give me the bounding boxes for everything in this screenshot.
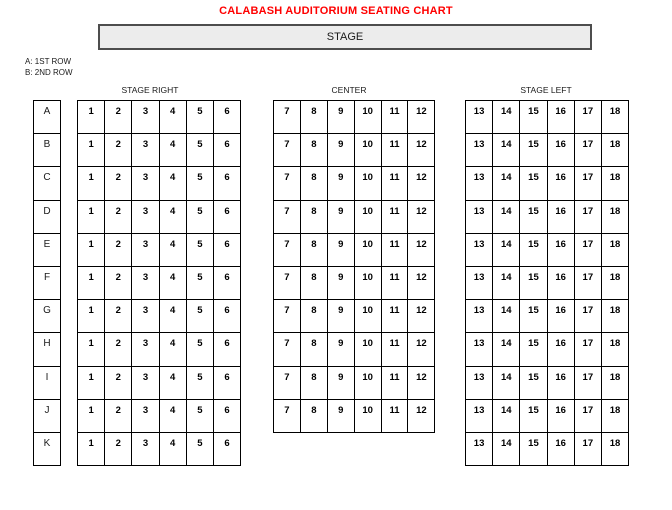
seat-I-2: 2 (105, 367, 132, 400)
seat-H-11: 11 (382, 333, 409, 366)
page-title: CALABASH AUDITORIUM SEATING CHART (219, 5, 453, 17)
seat-grid-stage-right (77, 100, 241, 466)
seat-C-5: 5 (187, 167, 214, 200)
seat-D-17: 17 (575, 201, 602, 234)
row-legend (25, 56, 73, 78)
seat-F-11: 11 (382, 267, 409, 300)
seat-B-9: 9 (328, 134, 355, 167)
seat-C-16: 16 (548, 167, 575, 200)
row-label-column (33, 100, 61, 466)
seat-C-13: 13 (466, 167, 493, 200)
seat-G-9: 9 (328, 300, 355, 333)
seat-K-13: 13 (466, 433, 493, 466)
seat-C-7: 7 (274, 167, 301, 200)
seat-F-5: 5 (187, 267, 214, 300)
seat-A-13: 13 (466, 101, 493, 134)
seat-E-3: 3 (132, 234, 159, 267)
seat-I-3: 3 (132, 367, 159, 400)
seat-D-10: 10 (355, 201, 382, 234)
seat-B-5: 5 (187, 134, 214, 167)
seat-G-3: 3 (132, 300, 159, 333)
seat-E-15: 15 (520, 234, 547, 267)
seat-K-4: 4 (160, 433, 187, 466)
row-label-D: D (34, 201, 61, 234)
seat-B-18: 18 (602, 134, 629, 167)
seat-I-18: 18 (602, 367, 629, 400)
seat-A-16: 16 (548, 101, 575, 134)
seat-F-2: 2 (105, 267, 132, 300)
seat-B-17: 17 (575, 134, 602, 167)
row-label-K: K (34, 433, 61, 466)
seat-G-13: 13 (466, 300, 493, 333)
seat-E-17: 17 (575, 234, 602, 267)
seat-D-8: 8 (301, 201, 328, 234)
seat-D-5: 5 (187, 201, 214, 234)
seat-K-1: 1 (78, 433, 105, 466)
section-header-center: CENTER (331, 85, 367, 95)
seat-D-3: 3 (132, 201, 159, 234)
seat-J-1: 1 (78, 400, 105, 433)
seat-E-14: 14 (493, 234, 520, 267)
seat-C-15: 15 (520, 167, 547, 200)
seat-B-1: 1 (78, 134, 105, 167)
seat-I-1: 1 (78, 367, 105, 400)
seat-E-12: 12 (408, 234, 435, 267)
seat-F-15: 15 (520, 267, 547, 300)
seat-E-6: 6 (214, 234, 241, 267)
seat-B-14: 14 (493, 134, 520, 167)
legend-line-2: B: 2ND ROW (25, 68, 73, 77)
seat-G-8: 8 (301, 300, 328, 333)
seat-J-18: 18 (602, 400, 629, 433)
seat-K-16: 16 (548, 433, 575, 466)
seat-E-9: 9 (328, 234, 355, 267)
seat-F-1: 1 (78, 267, 105, 300)
section-header-stage-right: STAGE RIGHT (121, 85, 179, 95)
seat-I-7: 7 (274, 367, 301, 400)
seat-H-3: 3 (132, 333, 159, 366)
seat-C-3: 3 (132, 167, 159, 200)
seat-F-8: 8 (301, 267, 328, 300)
seat-J-12: 12 (408, 400, 435, 433)
seat-A-17: 17 (575, 101, 602, 134)
seat-G-4: 4 (160, 300, 187, 333)
seat-A-10: 10 (355, 101, 382, 134)
stage-label: STAGE (326, 31, 364, 43)
seat-A-12: 12 (408, 101, 435, 134)
row-label-A: A (34, 101, 61, 134)
seat-H-5: 5 (187, 333, 214, 366)
seat-G-10: 10 (355, 300, 382, 333)
seat-C-4: 4 (160, 167, 187, 200)
seat-G-17: 17 (575, 300, 602, 333)
seat-I-10: 10 (355, 367, 382, 400)
seat-I-8: 8 (301, 367, 328, 400)
seat-E-8: 8 (301, 234, 328, 267)
seat-C-1: 1 (78, 167, 105, 200)
seat-J-10: 10 (355, 400, 382, 433)
seat-J-15: 15 (520, 400, 547, 433)
seat-F-10: 10 (355, 267, 382, 300)
seat-E-1: 1 (78, 234, 105, 267)
seat-E-10: 10 (355, 234, 382, 267)
seat-F-14: 14 (493, 267, 520, 300)
seat-B-12: 12 (408, 134, 435, 167)
seat-I-4: 4 (160, 367, 187, 400)
seat-J-14: 14 (493, 400, 520, 433)
seat-H-4: 4 (160, 333, 187, 366)
seat-H-17: 17 (575, 333, 602, 366)
seat-C-11: 11 (382, 167, 409, 200)
seat-D-16: 16 (548, 201, 575, 234)
seat-K-17: 17 (575, 433, 602, 466)
seat-K-15: 15 (520, 433, 547, 466)
seat-H-16: 16 (548, 333, 575, 366)
seat-A-2: 2 (105, 101, 132, 134)
seat-C-2: 2 (105, 167, 132, 200)
seat-B-15: 15 (520, 134, 547, 167)
seat-A-8: 8 (301, 101, 328, 134)
seat-F-17: 17 (575, 267, 602, 300)
seat-A-5: 5 (187, 101, 214, 134)
seat-D-15: 15 (520, 201, 547, 234)
seat-E-5: 5 (187, 234, 214, 267)
seat-B-2: 2 (105, 134, 132, 167)
seat-C-9: 9 (328, 167, 355, 200)
seat-G-7: 7 (274, 300, 301, 333)
seat-J-9: 9 (328, 400, 355, 433)
seat-C-17: 17 (575, 167, 602, 200)
seat-D-1: 1 (78, 201, 105, 234)
seat-K-18: 18 (602, 433, 629, 466)
seat-I-17: 17 (575, 367, 602, 400)
seat-G-11: 11 (382, 300, 409, 333)
seat-A-14: 14 (493, 101, 520, 134)
seat-C-18: 18 (602, 167, 629, 200)
seat-J-16: 16 (548, 400, 575, 433)
seat-F-7: 7 (274, 267, 301, 300)
seat-J-13: 13 (466, 400, 493, 433)
seat-E-4: 4 (160, 234, 187, 267)
seat-H-2: 2 (105, 333, 132, 366)
seat-B-8: 8 (301, 134, 328, 167)
row-label-H: H (34, 333, 61, 366)
seat-F-4: 4 (160, 267, 187, 300)
seat-D-11: 11 (382, 201, 409, 234)
seat-F-9: 9 (328, 267, 355, 300)
seat-F-3: 3 (132, 267, 159, 300)
seat-A-11: 11 (382, 101, 409, 134)
seat-B-10: 10 (355, 134, 382, 167)
stage-box (98, 24, 592, 50)
seat-B-4: 4 (160, 134, 187, 167)
seat-B-3: 3 (132, 134, 159, 167)
seat-D-7: 7 (274, 201, 301, 234)
seat-C-12: 12 (408, 167, 435, 200)
seat-A-15: 15 (520, 101, 547, 134)
seat-I-5: 5 (187, 367, 214, 400)
seat-J-11: 11 (382, 400, 409, 433)
seat-A-7: 7 (274, 101, 301, 134)
seat-E-11: 11 (382, 234, 409, 267)
seat-H-15: 15 (520, 333, 547, 366)
seat-E-7: 7 (274, 234, 301, 267)
seat-I-12: 12 (408, 367, 435, 400)
seat-H-12: 12 (408, 333, 435, 366)
seat-D-2: 2 (105, 201, 132, 234)
seat-J-17: 17 (575, 400, 602, 433)
seat-K-14: 14 (493, 433, 520, 466)
seat-G-14: 14 (493, 300, 520, 333)
seat-A-9: 9 (328, 101, 355, 134)
seat-E-18: 18 (602, 234, 629, 267)
seat-G-1: 1 (78, 300, 105, 333)
seat-E-16: 16 (548, 234, 575, 267)
seat-I-9: 9 (328, 367, 355, 400)
seat-B-13: 13 (466, 134, 493, 167)
seat-G-6: 6 (214, 300, 241, 333)
seat-C-6: 6 (214, 167, 241, 200)
row-label-E: E (34, 234, 61, 267)
seat-H-10: 10 (355, 333, 382, 366)
seat-G-16: 16 (548, 300, 575, 333)
seat-F-13: 13 (466, 267, 493, 300)
seat-K-2: 2 (105, 433, 132, 466)
seat-H-8: 8 (301, 333, 328, 366)
seat-J-2: 2 (105, 400, 132, 433)
seat-E-13: 13 (466, 234, 493, 267)
row-label-F: F (34, 267, 61, 300)
seat-E-2: 2 (105, 234, 132, 267)
seat-grid-center (273, 100, 435, 433)
legend-line-1: A: 1ST ROW (25, 57, 72, 66)
seat-F-12: 12 (408, 267, 435, 300)
seat-I-15: 15 (520, 367, 547, 400)
seat-H-14: 14 (493, 333, 520, 366)
seat-G-18: 18 (602, 300, 629, 333)
seat-J-6: 6 (214, 400, 241, 433)
seat-I-14: 14 (493, 367, 520, 400)
seat-F-6: 6 (214, 267, 241, 300)
seat-A-18: 18 (602, 101, 629, 134)
seat-G-15: 15 (520, 300, 547, 333)
seat-D-14: 14 (493, 201, 520, 234)
seat-A-4: 4 (160, 101, 187, 134)
seat-F-18: 18 (602, 267, 629, 300)
section-header-stage-left: STAGE LEFT (520, 85, 572, 95)
seat-B-7: 7 (274, 134, 301, 167)
seat-A-1: 1 (78, 101, 105, 134)
seat-K-6: 6 (214, 433, 241, 466)
row-label-B: B (34, 134, 61, 167)
seat-H-6: 6 (214, 333, 241, 366)
seat-D-4: 4 (160, 201, 187, 234)
seat-D-6: 6 (214, 201, 241, 234)
seat-H-13: 13 (466, 333, 493, 366)
seat-G-12: 12 (408, 300, 435, 333)
seat-A-6: 6 (214, 101, 241, 134)
seat-B-11: 11 (382, 134, 409, 167)
seat-J-8: 8 (301, 400, 328, 433)
row-label-C: C (34, 167, 61, 200)
seat-K-3: 3 (132, 433, 159, 466)
seat-G-2: 2 (105, 300, 132, 333)
seat-D-12: 12 (408, 201, 435, 234)
seat-B-6: 6 (214, 134, 241, 167)
seat-H-1: 1 (78, 333, 105, 366)
seat-J-7: 7 (274, 400, 301, 433)
seat-C-10: 10 (355, 167, 382, 200)
seat-grid-stage-left (465, 100, 629, 466)
seat-H-7: 7 (274, 333, 301, 366)
seat-F-16: 16 (548, 267, 575, 300)
seat-D-18: 18 (602, 201, 629, 234)
seat-I-11: 11 (382, 367, 409, 400)
seat-G-5: 5 (187, 300, 214, 333)
seat-D-13: 13 (466, 201, 493, 234)
seat-D-9: 9 (328, 201, 355, 234)
row-label-I: I (34, 367, 61, 400)
seat-H-18: 18 (602, 333, 629, 366)
seat-J-5: 5 (187, 400, 214, 433)
seat-J-4: 4 (160, 400, 187, 433)
seat-A-3: 3 (132, 101, 159, 134)
row-label-G: G (34, 300, 61, 333)
seat-K-5: 5 (187, 433, 214, 466)
seat-I-6: 6 (214, 367, 241, 400)
row-label-J: J (34, 400, 61, 433)
seat-B-16: 16 (548, 134, 575, 167)
seat-I-13: 13 (466, 367, 493, 400)
seat-C-8: 8 (301, 167, 328, 200)
seat-J-3: 3 (132, 400, 159, 433)
seat-C-14: 14 (493, 167, 520, 200)
seat-I-16: 16 (548, 367, 575, 400)
seat-H-9: 9 (328, 333, 355, 366)
